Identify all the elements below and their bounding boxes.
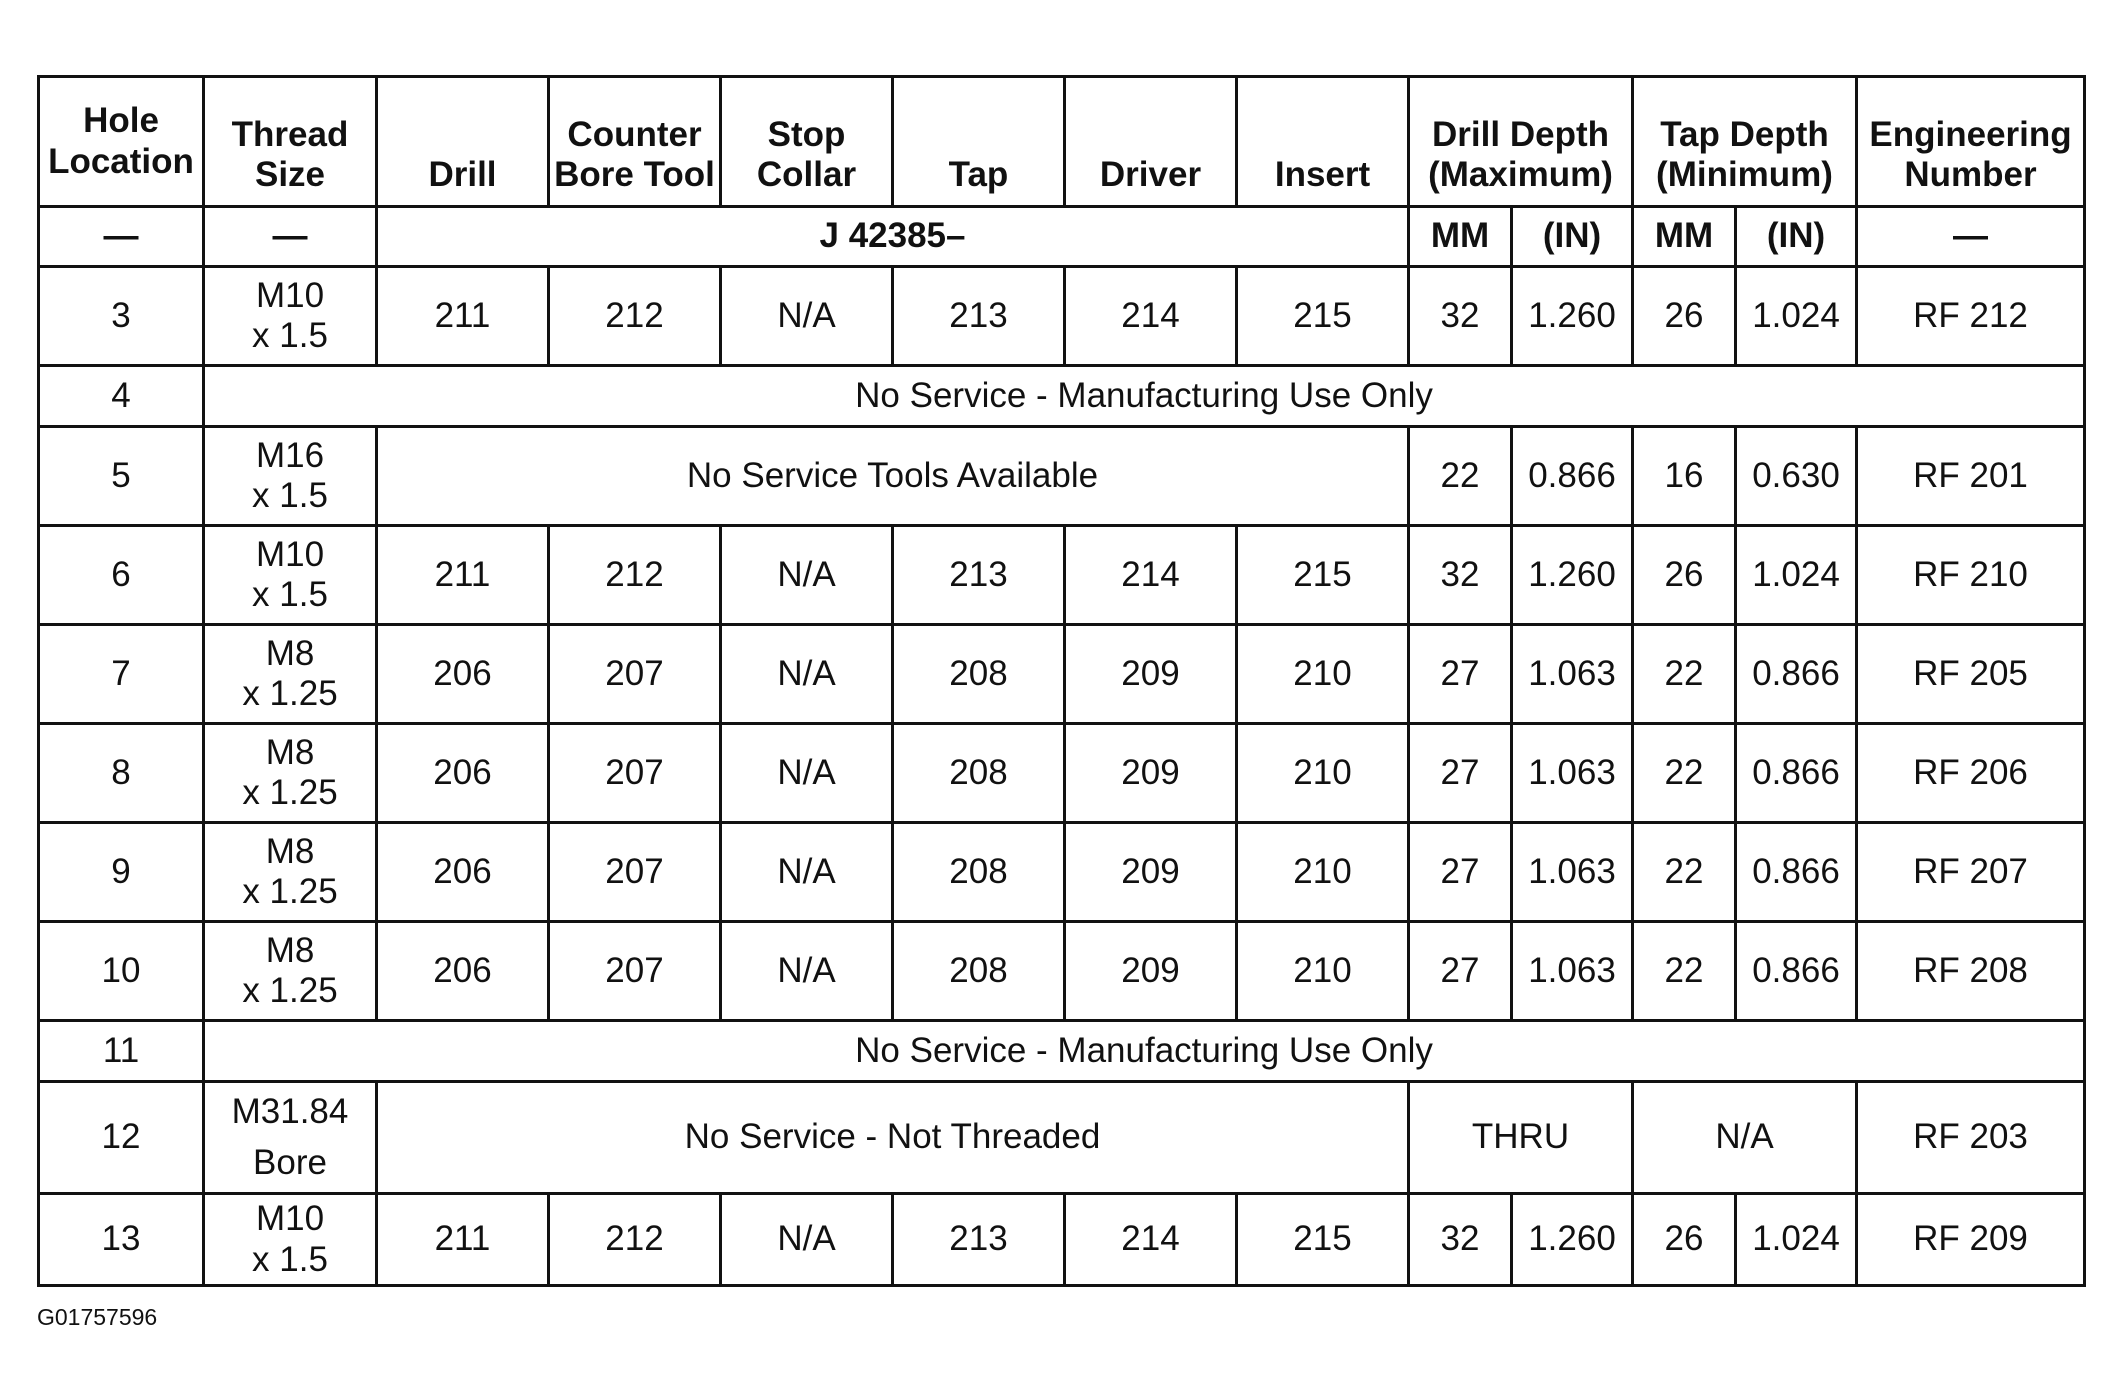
cell-hole: 4 [39, 366, 204, 427]
cell-thread [204, 625, 377, 724]
cell-thread [204, 1082, 377, 1194]
header-drill-depth: Drill Depth (Maximum) [1409, 77, 1633, 207]
cell-thread [204, 1194, 377, 1286]
cell-drill-depth-in: 1.260 [1512, 526, 1633, 625]
cell-tap-depth-in: 0.630 [1736, 427, 1857, 526]
unit-drill-mm: MM [1409, 207, 1512, 267]
cell-tap-depth-mm: 26 [1633, 526, 1736, 625]
unit-thread-size: — [204, 207, 377, 267]
cell-drill-depth-mm: 27 [1409, 724, 1512, 823]
cell-tap-depth-in: 0.866 [1736, 724, 1857, 823]
cell-tap-depth-mm: 26 [1633, 1194, 1736, 1286]
cell-drill-depth-in: 1.260 [1512, 267, 1633, 366]
cell-note: No Service Tools Available [377, 427, 1409, 526]
cell-tap-depth-in: 1.024 [1736, 526, 1857, 625]
cell-drill-depth-in: 0.866 [1512, 427, 1633, 526]
cell-tap-depth-mm: 22 [1633, 724, 1736, 823]
tool-specification-table [37, 75, 2086, 1287]
table-row [39, 427, 2085, 526]
cell-driver: 209 [1065, 922, 1237, 1021]
unit-tool-prefix: J 42385– [377, 207, 1409, 267]
cell-counter-bore: 212 [549, 1194, 721, 1286]
cell-drill-depth-mm: 27 [1409, 625, 1512, 724]
cell-drill: 206 [377, 922, 549, 1021]
table-row [39, 1021, 2085, 1082]
cell-tap-depth-mm: 26 [1633, 267, 1736, 366]
cell-tap: 213 [893, 1194, 1065, 1286]
cell-thread [204, 823, 377, 922]
cell-stop-collar: N/A [721, 1194, 893, 1286]
cell-insert: 210 [1237, 724, 1409, 823]
cell-drill-depth-in: 1.063 [1512, 625, 1633, 724]
cell-drill-depth-mm: 32 [1409, 526, 1512, 625]
cell-hole: 12 [39, 1082, 204, 1194]
cell-hole: 9 [39, 823, 204, 922]
cell-note: No Service - Manufacturing Use Only [204, 1021, 2085, 1082]
cell-tap-depth-in: 0.866 [1736, 625, 1857, 724]
unit-engineering-number: — [1857, 207, 2085, 267]
cell-stop-collar: N/A [721, 267, 893, 366]
cell-engineering-number: RF 205 [1857, 625, 2085, 724]
table-row [39, 366, 2085, 427]
thread-size-line1: M8 [265, 633, 315, 673]
thread-size-line1: M8 [265, 930, 315, 970]
header-insert: Insert [1237, 77, 1409, 207]
cell-engineering-number: RF 209 [1857, 1194, 2085, 1286]
table-row [39, 526, 2085, 625]
figure-code: G01757596 [37, 1304, 158, 1330]
cell-driver: 214 [1065, 526, 1237, 625]
header-drill: Drill [377, 77, 549, 207]
thread-size-line1: M8 [265, 831, 315, 871]
cell-counter-bore: 207 [549, 724, 721, 823]
cell-tap: 208 [893, 625, 1065, 724]
cell-hole: 11 [39, 1021, 204, 1082]
cell-tap-depth-in: 0.866 [1736, 922, 1857, 1021]
thread-size-line2: x 1.25 [242, 971, 338, 1010]
cell-tap: 208 [893, 823, 1065, 922]
table-row [39, 625, 2085, 724]
table-row [39, 1194, 2085, 1286]
thread-size-line2: x 1.25 [242, 773, 338, 812]
cell-stop-collar: N/A [721, 724, 893, 823]
thread-size-line1: M10 [255, 534, 325, 574]
cell-insert: 210 [1237, 922, 1409, 1021]
table-row [39, 267, 2085, 366]
cell-engineering-number: RF 212 [1857, 267, 2085, 366]
cell-engineering-number: RF 207 [1857, 823, 2085, 922]
cell-hole: 7 [39, 625, 204, 724]
cell-engineering-number: RF 203 [1857, 1082, 2085, 1194]
cell-tap: 213 [893, 526, 1065, 625]
thread-size-line2: x 1.5 [252, 1239, 328, 1279]
cell-drill-depth: THRU [1409, 1082, 1633, 1194]
cell-drill: 211 [377, 526, 549, 625]
thread-size-line2: x 1.5 [252, 575, 328, 614]
cell-tap-depth-mm: 22 [1633, 922, 1736, 1021]
cell-drill-depth-mm: 27 [1409, 922, 1512, 1021]
cell-driver: 214 [1065, 267, 1237, 366]
cell-drill-depth-in: 1.063 [1512, 922, 1633, 1021]
cell-note: No Service - Manufacturing Use Only [204, 366, 2085, 427]
cell-drill: 206 [377, 823, 549, 922]
table-row [39, 724, 2085, 823]
table-row [39, 823, 2085, 922]
cell-engineering-number: RF 206 [1857, 724, 2085, 823]
cell-insert: 210 [1237, 625, 1409, 724]
header-tap-depth: Tap Depth (Minimum) [1633, 77, 1857, 207]
thread-size-line1: M16 [255, 435, 325, 475]
header-engineering-number: Engineering Number [1857, 77, 2085, 207]
cell-insert: 215 [1237, 526, 1409, 625]
unit-tap-mm: MM [1633, 207, 1736, 267]
cell-engineering-number: RF 210 [1857, 526, 2085, 625]
thread-size-line1: M10 [255, 1199, 325, 1239]
cell-drill: 211 [377, 1194, 549, 1286]
cell-thread [204, 724, 377, 823]
cell-driver: 209 [1065, 823, 1237, 922]
header-tap: Tap [893, 77, 1065, 207]
cell-tap: 213 [893, 267, 1065, 366]
table-row [39, 922, 2085, 1021]
header-stop-collar: Stop Collar [721, 77, 893, 207]
thread-size-line2: x 1.25 [242, 674, 338, 713]
cell-drill-depth-in: 1.063 [1512, 724, 1633, 823]
cell-tap: 208 [893, 724, 1065, 823]
thread-size-line1: M31.84 [231, 1091, 349, 1131]
cell-counter-bore: 212 [549, 267, 721, 366]
cell-driver: 209 [1065, 724, 1237, 823]
cell-insert: 215 [1237, 1194, 1409, 1286]
table-row [39, 1082, 2085, 1194]
header-driver: Driver [1065, 77, 1237, 207]
cell-tap-depth-mm: 22 [1633, 823, 1736, 922]
cell-drill-depth-mm: 32 [1409, 1194, 1512, 1286]
cell-engineering-number: RF 208 [1857, 922, 2085, 1021]
cell-drill-depth-mm: 22 [1409, 427, 1512, 526]
cell-tap-depth-mm: 16 [1633, 427, 1736, 526]
specification-table-container [37, 75, 2083, 1285]
cell-stop-collar: N/A [721, 823, 893, 922]
cell-insert: 210 [1237, 823, 1409, 922]
cell-stop-collar: N/A [721, 625, 893, 724]
header-thread-size: Thread Size [204, 77, 377, 207]
thread-size-line2: Bore [253, 1142, 327, 1182]
cell-hole: 8 [39, 724, 204, 823]
cell-tap: 208 [893, 922, 1065, 1021]
unit-hole-location: — [39, 207, 204, 267]
cell-drill: 206 [377, 724, 549, 823]
cell-hole: 5 [39, 427, 204, 526]
cell-thread [204, 427, 377, 526]
cell-thread [204, 526, 377, 625]
cell-insert: 215 [1237, 267, 1409, 366]
header-counter-bore-tool: Counter Bore Tool [549, 77, 721, 207]
cell-thread [204, 267, 377, 366]
cell-drill-depth-in: 1.260 [1512, 1194, 1633, 1286]
thread-size-line2: x 1.5 [252, 476, 328, 515]
cell-drill-depth-mm: 27 [1409, 823, 1512, 922]
cell-hole: 10 [39, 922, 204, 1021]
cell-engineering-number: RF 201 [1857, 427, 2085, 526]
cell-drill: 206 [377, 625, 549, 724]
units-row [39, 207, 2085, 267]
cell-tap-depth: N/A [1633, 1082, 1857, 1194]
thread-size-line1: M8 [265, 732, 315, 772]
cell-tap-depth-in: 1.024 [1736, 267, 1857, 366]
cell-counter-bore: 207 [549, 922, 721, 1021]
cell-tap-depth-in: 0.866 [1736, 823, 1857, 922]
unit-drill-in: (IN) [1512, 207, 1633, 267]
cell-drill-depth-mm: 32 [1409, 267, 1512, 366]
cell-hole: 3 [39, 267, 204, 366]
cell-counter-bore: 207 [549, 823, 721, 922]
thread-size-line2: x 1.25 [242, 872, 338, 911]
cell-stop-collar: N/A [721, 922, 893, 1021]
cell-tap-depth-in: 1.024 [1736, 1194, 1857, 1286]
thread-size-line2: x 1.5 [252, 316, 328, 355]
unit-tap-in: (IN) [1736, 207, 1857, 267]
cell-driver: 214 [1065, 1194, 1237, 1286]
cell-stop-collar: N/A [721, 526, 893, 625]
cell-hole: 6 [39, 526, 204, 625]
cell-counter-bore: 212 [549, 526, 721, 625]
cell-hole: 13 [39, 1194, 204, 1286]
cell-note: No Service - Not Threaded [377, 1082, 1409, 1194]
thread-size-line1: M10 [255, 275, 325, 315]
header-hole-location: Hole Location [39, 77, 204, 207]
cell-counter-bore: 207 [549, 625, 721, 724]
cell-tap-depth-mm: 22 [1633, 625, 1736, 724]
cell-drill-depth-in: 1.063 [1512, 823, 1633, 922]
cell-driver: 209 [1065, 625, 1237, 724]
cell-thread [204, 922, 377, 1021]
header-row [39, 77, 2085, 207]
cell-drill: 211 [377, 267, 549, 366]
